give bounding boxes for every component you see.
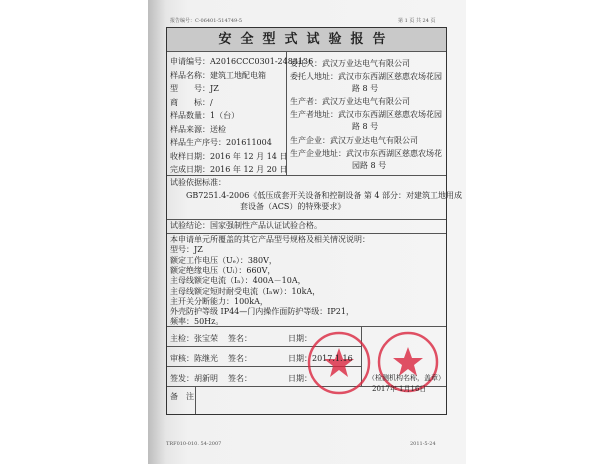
description-line: 型号：JZ bbox=[170, 245, 203, 255]
applicant-field: 生产企业：武汉万业达电气有限公司 bbox=[290, 136, 418, 145]
sample-field: 样品名称：建筑工地配电箱 bbox=[170, 70, 266, 80]
description-line: 主母线额定电流（Iₙ）：400A－10A， bbox=[170, 276, 306, 286]
divider bbox=[167, 51, 446, 52]
sample-field: 商 标：/ bbox=[170, 97, 213, 107]
divider bbox=[167, 219, 446, 220]
standard-line-1: GB7251.4-2006《低压成套开关设备和控制设备 第 4 部分：对建筑工地用成 bbox=[186, 191, 463, 200]
signer-role: 审核：陈继光 bbox=[170, 354, 218, 363]
report-title: 安全型式试验报告 bbox=[167, 28, 446, 51]
sample-field: 申请编号：A2016CCC0301-2483136 bbox=[170, 57, 314, 66]
sample-field: 样品数量：1（台） bbox=[170, 111, 240, 120]
applicant-field: 委托人：武汉万业达电气有限公司 bbox=[290, 59, 410, 68]
description-line: 本申请单元所覆盖的其它产品型号规格及相关情况说明： bbox=[170, 235, 370, 244]
signature-label: 签名： bbox=[228, 354, 252, 363]
remark-label: 备 注 bbox=[170, 392, 194, 401]
seal-note: （检测机构名称，盖章） bbox=[368, 374, 445, 382]
description-line: 外壳防护等级 IP44—门内操作面防护等级：IP21， bbox=[170, 307, 354, 317]
applicant-field: 园路 8 号 bbox=[352, 161, 387, 170]
sample-field: 样品生产序号：201611004 bbox=[170, 138, 272, 147]
divider bbox=[195, 386, 196, 414]
date-label: 日期： bbox=[288, 334, 312, 343]
applicant-field: 生产者地址：武汉市东西湖区慈惠农场花园 bbox=[290, 110, 442, 119]
applicant-field: 路 8 号 bbox=[352, 122, 379, 131]
sample-field: 完成日期：2016 年 12 月 20 日 bbox=[170, 165, 288, 174]
applicant-field: 生产者：武汉万业达电气有限公司 bbox=[290, 97, 410, 106]
signature-label: 签名： bbox=[228, 374, 252, 383]
standard-label: 试验依据标准： bbox=[170, 178, 226, 187]
standard-line-2: 套设备（ACS）的特殊要求》 bbox=[240, 202, 346, 211]
description-line: 主开关分断能力：100kA， bbox=[170, 296, 268, 306]
divider bbox=[167, 175, 446, 176]
date-label: 日期：2017.1.16 bbox=[288, 354, 353, 363]
report-number: 报告编号：C-06401-514749-5 bbox=[170, 18, 243, 24]
signer-role: 签发：胡新明 bbox=[170, 374, 218, 383]
description-line: 额定工作电压（Uₑ）：380V， bbox=[170, 255, 277, 265]
footer-date: 2011-5-24 bbox=[410, 441, 436, 447]
description-line: 主母线额定短时耐受电流（Iₙw）：10kA， bbox=[170, 286, 321, 296]
date-label: 日期： bbox=[288, 374, 312, 383]
signer-role: 主检：张宝荣 bbox=[170, 334, 218, 343]
sample-field: 样品来源：送检 bbox=[170, 124, 226, 134]
conclusion: 试验结论：国家强制性产品认证试验合格。 bbox=[170, 221, 322, 230]
sample-field: 型 号：JZ bbox=[170, 84, 219, 93]
footer-form-number: TRF010-010. 54-2007 bbox=[166, 441, 222, 447]
description-line: 额定绝缘电压（Uᵢ）：660V， bbox=[170, 265, 276, 275]
sample-field: 收样日期：2016 年 12 月 14 日 bbox=[170, 151, 288, 161]
applicant-field: 委托人地址：武汉市东西湖区慈惠农场花园 bbox=[290, 72, 442, 81]
page-number: 第 1 页 共 24 页 bbox=[398, 18, 436, 24]
seal-date: 2017年 1月16日 bbox=[372, 385, 427, 393]
description-line: 频率：50Hz。 bbox=[170, 317, 224, 327]
applicant-field: 路 8 号 bbox=[352, 84, 379, 93]
signature-label: 签名： bbox=[228, 334, 252, 343]
divider bbox=[167, 233, 446, 234]
applicant-field: 生产企业地址：武汉市东西湖区慈惠农场花 bbox=[290, 149, 442, 158]
